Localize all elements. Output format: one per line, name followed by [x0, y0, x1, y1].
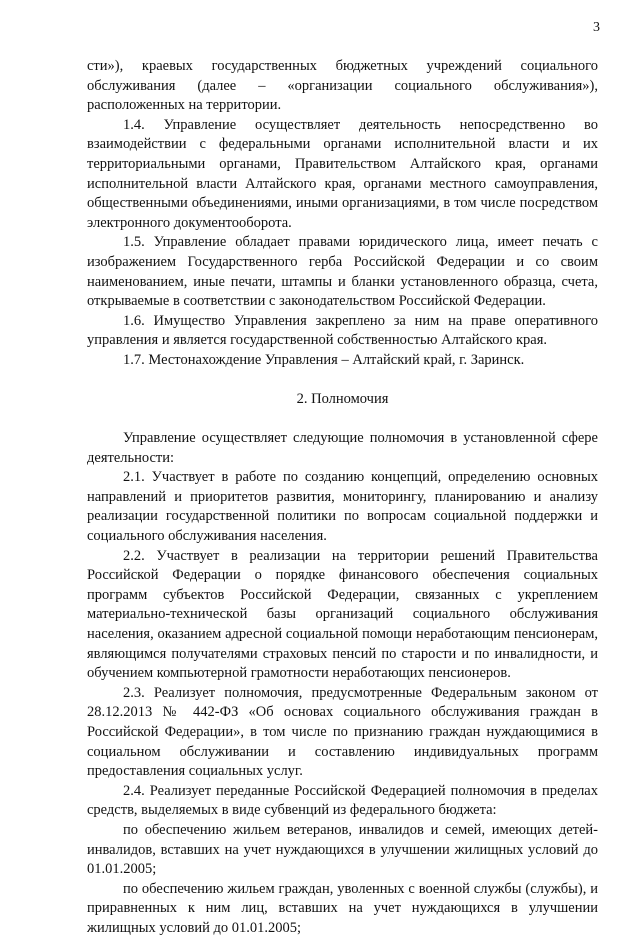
- paragraph-1-6: 1.6. Имущество Управления закреплено за ним на праве оперативного управления и является государственной собственностью Алтайского края.: [87, 312, 598, 349]
- section-intro: Управление осуществляет следующие полномочия в установленной сфере деятельности:: [87, 430, 598, 466]
- document-body: [87, 57, 598, 939]
- paragraph-2-3: 2.3. Реализует полномочия, предусмотренные Федеральным законом от 28.12.2013 № 442-ФЗ «Об основах социального обслуживания граждан в Российской Федерации», в том числе по признанию граждан нуждающимися в социальном обслуживании и составлению индивидуальных программ предоставления социальных услуг.: [87, 684, 598, 780]
- paragraph-2-1: 2.1. Участвует в работе по созданию концепций, определению основных направлений и приоритетов развития, мониторингу, планированию и анализу реализации государственной политики по вопросам социальной поддержки и социального обслуживания населения.: [87, 469, 598, 545]
- paragraph-2-2: 2.2. Участвует в реализации на территории решений Правительства Российской Федерации о порядке финансового обеспечения социальных программ субъектов Российской Федерации, связанных с укреплением материально-технической базы организаций социального обслуживания населения, оказанием адресной социальной помощи неработающим пенсионерам, являющимся получателями страховых пенсий по старости и по инвалидности, и обучением компьютерной грамотности неработающих пенсионеров.: [87, 547, 598, 682]
- paragraph-2-4: 2.4. Реализует переданные Российской Федерацией полномочия в пределах средств, выделяемых в виде субвенций из федерального бюджета:: [87, 782, 598, 819]
- section-title: 2. Полномочия: [296, 390, 389, 407]
- paragraph-2-4-item-2: по обеспечению жильем граждан, уволенных с военной службы (службы), и приравненных к ним лиц, вставших на учет нуждающихся в улучшении жилищных условий до 01.01.2005;: [87, 880, 598, 936]
- paragraph-1-5: 1.5. Управление обладает правами юридического лица, имеет печать с изображением Государственного герба Российской Федерации и со своим наименованием, иные печати, штампы и бланки установленного образца, счета, открываемые в соответствии с законодательством Российской Федерации.: [87, 234, 598, 310]
- paragraph-2-4-item-1: по обеспечению жильем ветеранов, инвалидов и семей, имеющих детей-инвалидов, вставших на учет нуждающихся в улучшении жилищных условий до 01.01.2005;: [87, 821, 598, 878]
- paragraph-1-4: 1.4. Управление осуществляет деятельность непосредственно во взаимодействии с федеральными органами исполнительной власти и их территориальными органами, Правительством Алтайского края, органами исполнительной власти Алтайского края, органами местного самоуправления, общественными объединениями, иными организациями, в том числе посредством электронного документооборота.: [87, 116, 598, 231]
- paragraph-continuation: сти»), краевых государственных бюджетных учреждений социального обслуживания (далее – «организации социального обслуживания»), расположенных на территории.: [87, 58, 598, 114]
- page-number: 3: [593, 20, 600, 35]
- paragraph-1-7: 1.7. Местонахождение Управления – Алтайский край, г. Заринск.: [123, 351, 525, 368]
